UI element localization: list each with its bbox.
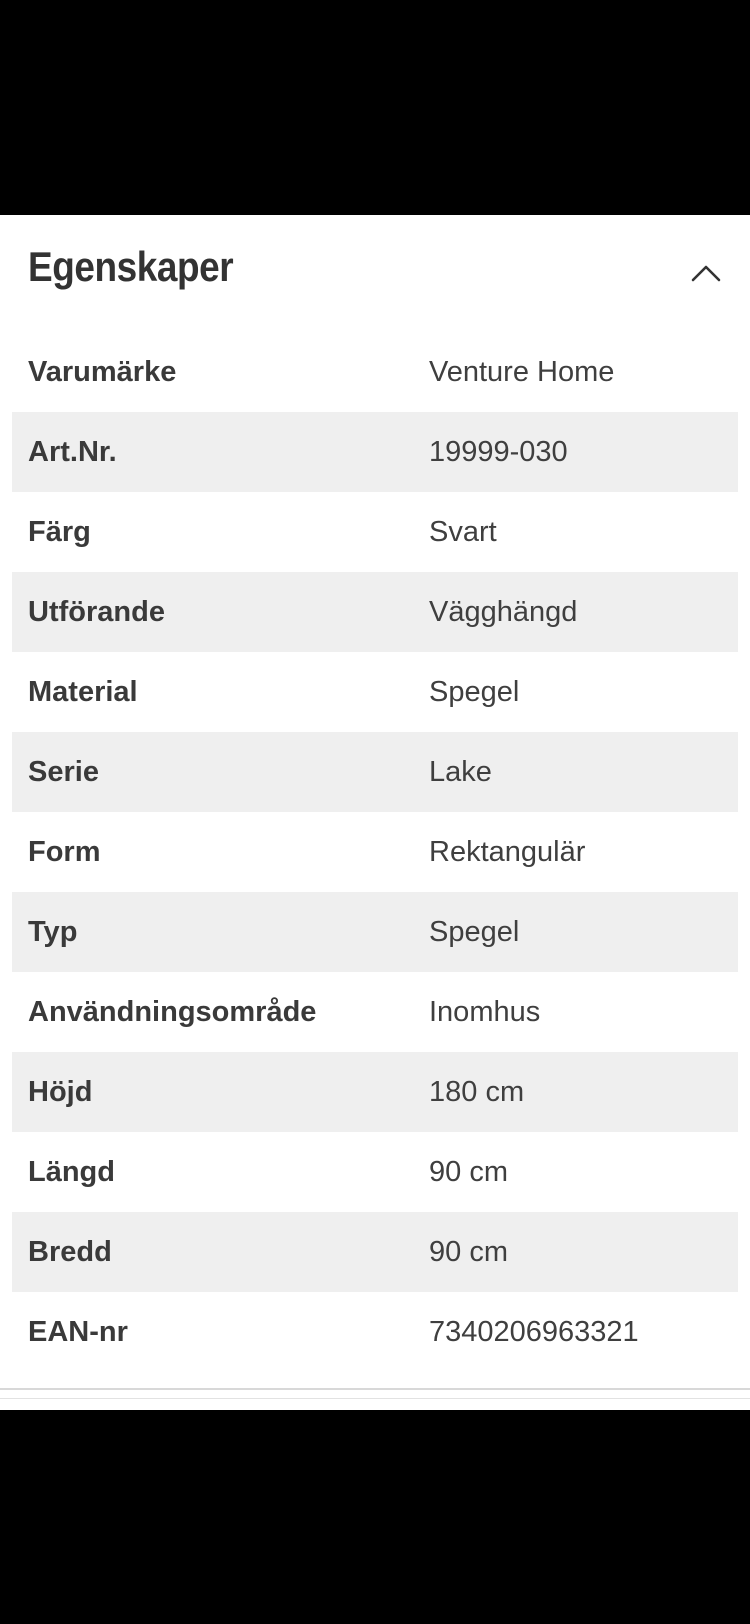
property-label: EAN-nr bbox=[28, 1316, 128, 1348]
collapse-button[interactable] bbox=[680, 253, 732, 293]
property-value: 180 cm bbox=[429, 1076, 525, 1108]
property-row-typ bbox=[12, 892, 738, 972]
property-value: Lake bbox=[429, 756, 492, 788]
property-label: Utförande bbox=[28, 596, 165, 628]
property-value: Spegel bbox=[429, 676, 520, 708]
property-label: Bredd bbox=[28, 1236, 112, 1268]
property-label: Höjd bbox=[28, 1076, 93, 1108]
property-row-langd bbox=[12, 1132, 738, 1212]
property-label: Form bbox=[28, 836, 101, 868]
property-value: 19999-030 bbox=[429, 436, 568, 468]
section-title: Egenskaper bbox=[28, 243, 234, 290]
property-row-farg bbox=[12, 492, 738, 572]
top-black-area bbox=[0, 0, 750, 215]
property-row-artnr bbox=[12, 412, 738, 492]
properties-panel bbox=[0, 215, 750, 1410]
property-value: Svart bbox=[429, 516, 497, 548]
bottom-black-area bbox=[0, 1410, 750, 1624]
property-row-bredd bbox=[12, 1212, 738, 1292]
property-value: Rektangulär bbox=[429, 836, 586, 868]
property-value: Spegel bbox=[429, 916, 520, 948]
property-value: Venture Home bbox=[429, 356, 615, 388]
property-value: 90 cm bbox=[429, 1236, 508, 1268]
property-label: Typ bbox=[28, 916, 78, 948]
property-label: Serie bbox=[28, 756, 99, 788]
property-row-hojd bbox=[12, 1052, 738, 1132]
property-label: Användningsområde bbox=[28, 996, 317, 1028]
property-row-utforande bbox=[12, 572, 738, 652]
chevron-up-icon bbox=[691, 264, 721, 282]
property-value: 90 cm bbox=[429, 1156, 508, 1188]
properties-table bbox=[12, 332, 738, 1372]
property-row-serie bbox=[12, 732, 738, 812]
property-row-anvandningsomrade bbox=[12, 972, 738, 1052]
property-row-material bbox=[12, 652, 738, 732]
property-value: 7340206963321 bbox=[429, 1316, 639, 1348]
property-label: Längd bbox=[28, 1156, 115, 1188]
properties-header[interactable] bbox=[0, 215, 750, 325]
property-row-varumarke bbox=[12, 332, 738, 412]
property-label: Art.Nr. bbox=[28, 436, 117, 468]
property-label: Färg bbox=[28, 516, 91, 548]
section-divider bbox=[0, 1388, 750, 1390]
property-row-form bbox=[12, 812, 738, 892]
property-row-ean bbox=[12, 1292, 738, 1372]
property-label: Material bbox=[28, 676, 138, 708]
property-value: Inomhus bbox=[429, 996, 541, 1028]
section-divider-secondary bbox=[0, 1398, 750, 1399]
property-label: Varumärke bbox=[28, 356, 177, 388]
property-value: Vägghängd bbox=[429, 596, 578, 628]
